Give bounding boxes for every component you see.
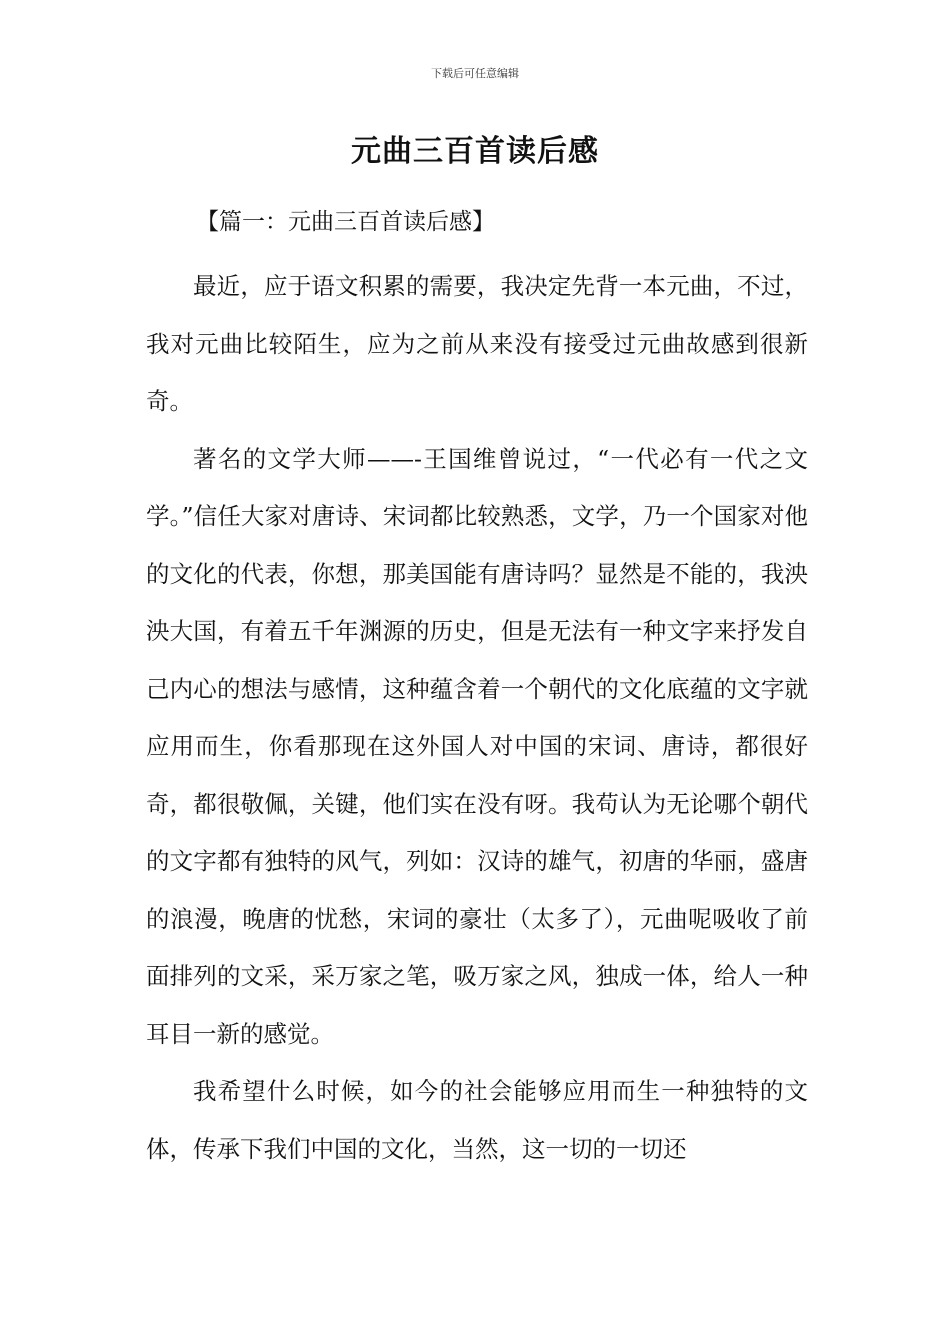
document-title: 元曲三百首读后感 <box>351 134 599 169</box>
paragraph-2: 著名的文学大师——-王国维曾说过，“一代必有一代之文学。”信任大家对唐诗、宋词都比较熟悉，文学，乃一个国家对他的文化的代表，你想，那美国能有唐诗吗？显然是不能的，我泱泱大国，有着五千年渊源的历史，但是无法有一种文字来抒发自己内心的想法与感情，这种蕴含着一个朝代的文化底蕴的文字就应用而生，你看那现在这外国人对中国的宋词、唐诗，都很好奇，都很敬佩，关键，他们实在没有呀。我苟认为无论哪个朝代的文字都有独特的风气，列如：汉诗的雄气，初唐的华丽，盛唐的浪漫，晚唐的忧愁，宋词的豪壮（太多了），元曲呢吸收了前面排列的文采，采万家之笔，吸万家之风，独成一体，给人一种耳目一新的感觉。 <box>146 444 808 1048</box>
document-body <box>146 258 808 1178</box>
section-heading: 【篇一：元曲三百首读后感】 <box>196 209 495 235</box>
paragraph-3: 我希望什么时候，如今的社会能够应用而生一种独特的文体，传承下我们中国的文化，当然，这一切的一切还 <box>146 1077 808 1163</box>
paragraph-1: 最近，应于语文积累的需要，我决定先背一本元曲，不过，我对元曲比较陌生，应为之前从来没有接受过元曲故感到很新奇。 <box>146 272 808 415</box>
header-note: 下载后可任意编辑 <box>431 67 519 80</box>
